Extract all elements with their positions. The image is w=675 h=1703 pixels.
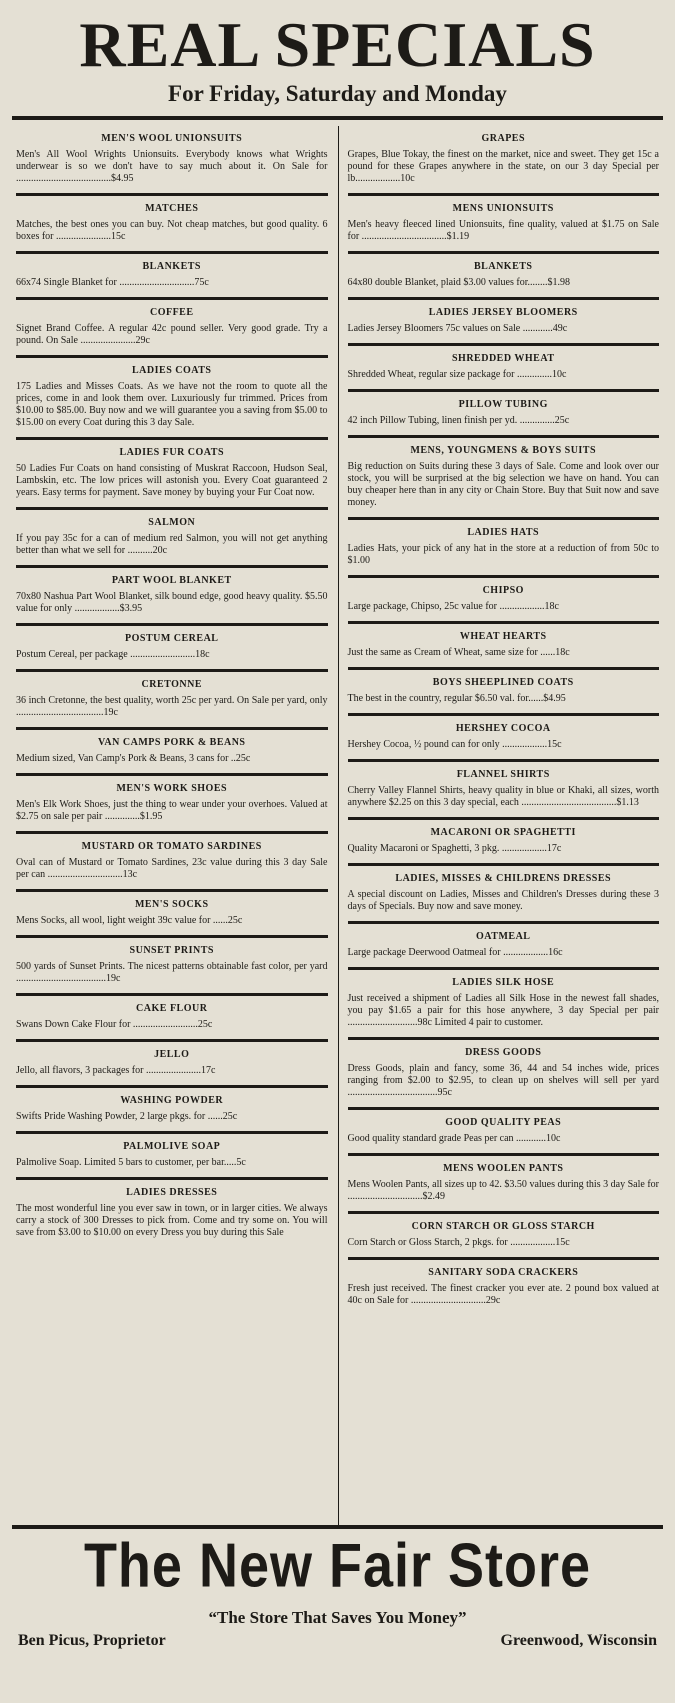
special-item [348,1266,660,1307]
special-item [16,1140,328,1180]
item-description: Medium sized, Van Camp's Pork & Beans, 3 cans for ..25c [16,753,251,764]
item-separator [16,355,328,358]
proprietor-name: Ben Picus, Proprietor [18,1632,166,1649]
footer-row [12,1631,663,1651]
item-description: 70x80 Nashua Part Wool Blanket, silk bound edge, good heavy quality. $5.50 value for only ..................$3.95 [16,591,328,614]
item-separator [348,817,660,820]
item-description: Dress Goods, plain and fancy, some 36, 44 and 54 inches wide, prices ranging from $2.00 to $2.95, to clean up on shelves will sell per yard ....................................95c [347,1063,659,1098]
special-item [16,364,328,440]
item-description: Swifts Pride Washing Powder, 2 large pkgs. for ......25c [16,1111,238,1122]
store-location: Greenwood, Wisconsin [500,1632,657,1649]
right-column [338,126,664,1525]
item-title: PILLOW TUBING [458,399,548,410]
item-description: Palmolive Soap. Limited 5 bars to customer, per bar.....5c [16,1157,246,1168]
special-item [348,260,660,300]
special-item [348,444,660,520]
special-item [16,446,328,510]
item-title: WHEAT HEARTS [459,631,547,642]
left-column [12,126,338,1525]
item-title: MENS WOOLEN PANTS [443,1163,564,1174]
item-title: CAKE FLOUR [136,1003,208,1014]
item-separator [16,507,328,510]
special-item [348,872,660,924]
special-item [16,574,328,626]
bottom-rule [12,1525,663,1529]
special-item [348,398,660,438]
item-title: COFFEE [149,307,194,318]
item-title: SUNSET PRINTS [129,945,214,956]
item-separator [16,889,328,892]
item-separator [16,727,328,730]
item-title: CORN STARCH OR GLOSS STARCH [411,1221,595,1232]
item-separator [348,251,660,254]
special-item [348,1116,660,1156]
special-item [16,1002,328,1042]
special-item [348,930,660,970]
item-description: 64x80 double Blanket, plaid $3.00 values for........$1.98 [347,277,570,288]
special-item [16,1048,328,1088]
item-title: MENS, YOUNGMENS & BOYS SUITS [410,445,597,456]
item-separator [348,517,660,520]
special-item [16,678,328,730]
item-description: Cherry Valley Flannel Shirts, heavy quality in blue or Khaki, all sizes, worth anywhere $2.25 on this 3 day special, each ......................................$1.13 [347,785,659,808]
item-separator [16,993,328,996]
item-title: SHREDDED WHEAT [452,353,555,364]
subheadline: For Friday, Saturday and Monday [168,81,507,106]
item-separator [16,1131,328,1134]
item-separator [348,1153,660,1156]
item-title: DRESS GOODS [465,1047,542,1058]
item-separator [348,575,660,578]
item-description: 42 inch Pillow Tubing, linen finish per yd. ..............25c [347,415,570,426]
item-title: MEN'S WOOL UNIONSUITS [101,133,243,144]
item-title: CRETONNE [141,679,202,690]
item-description: Jello, all flavors, 3 packages for ......................17c [16,1065,216,1076]
item-title: FLANNEL SHIRTS [456,769,550,780]
item-separator [16,623,328,626]
top-rule [12,116,663,120]
item-description: Signet Brand Coffee. A regular 42c pound seller. Very good grade. Try a pound. On Sale ......................29c [16,323,328,346]
item-description: Mens Socks, all wool, light weight 39c value for ......25c [16,915,243,926]
special-item [16,306,328,358]
special-item [348,132,660,196]
item-title: MENS UNIONSUITS [452,203,554,214]
item-description: Grapes, Blue Tokay, the finest on the market, nice and sweet. They get 15c a pound for these Grapes anywhere in the state, on our 3 day Special per lb..................10c [347,149,659,184]
item-separator [348,759,660,762]
special-item [348,202,660,254]
item-title: LADIES JERSEY BLOOMERS [428,307,578,318]
item-title: GRAPES [481,133,526,144]
item-title: SANITARY SODA CRACKERS [428,1267,579,1278]
special-item [348,676,660,716]
item-description: Matches, the best ones you can buy. Not cheap matches, but good quality. 6 boxes for ......................15c [16,219,328,242]
item-description: If you pay 35c for a can of medium red Salmon, you will not get anything better than what we sell for ..........20c [16,533,328,556]
item-title: MATCHES [145,203,199,214]
item-separator [16,565,328,568]
special-item [348,1046,660,1110]
item-title: VAN CAMPS PORK & BEANS [98,737,246,748]
special-item [16,260,328,300]
item-separator [16,193,328,196]
item-description: Good quality standard grade Peas per can ............10c [347,1133,561,1144]
special-item [16,632,328,672]
item-separator [348,1257,660,1260]
item-description: Large package, Chipso, 25c value for ..................18c [347,601,559,612]
item-title: HERSHEY COCOA [455,723,551,734]
item-description: Men's Elk Work Shoes, just the thing to wear under your overhoes. Valued at $2.75 on sale per pair ..............$1.95 [16,799,328,822]
item-description: 500 yards of Sunset Prints. The nicest patterns obtainable fast color, per yard ....................................19c [16,961,328,984]
item-separator [16,1039,328,1042]
item-title: CHIPSO [482,585,524,596]
item-title: BOYS SHEEPLINED COATS [432,677,574,688]
item-separator [348,863,660,866]
item-separator [16,773,328,776]
item-title: LADIES FUR COATS [119,447,224,458]
special-item [348,768,660,820]
item-description: Just received a shipment of Ladies all Silk Hose in the newest fall shades, you pay $1.65 a pair for this hose anywhere, 3 day Special per pair ............................98c Limited 4 pair to customer. [347,993,659,1028]
item-title: PALMOLIVE SOAP [123,1141,221,1152]
store-slogan: “The Store That Saves You Money” [208,1608,467,1627]
item-description: Men's heavy fleeced lined Unionsuits, fine quality, valued at $1.75 on Sale for ..................................$1.19 [347,219,659,242]
item-description: Mens Woolen Pants, all sizes up to 42. $3.50 values during this 3 day Sale for ..............................$2.49 [347,1179,659,1202]
item-separator [348,435,660,438]
item-description: Fresh just received. The finest cracker you ever ate. 2 pound box valued at 40c on Sale for ..............................29c [347,1283,659,1306]
item-description: Large package Deerwood Oatmeal for ..................16c [347,947,563,958]
advertisement-page [0,9,675,1703]
special-item [348,1220,660,1260]
item-description: Ladies Hats, your pick of any hat in the store at a reduction of from 50c to $1.00 [347,543,659,566]
item-separator [348,667,660,670]
item-description: 66x74 Single Blanket for ..............................75c [16,277,209,288]
item-title: BLANKETS [142,261,201,272]
item-title: JELLO [154,1049,190,1060]
headline: REAL SPECIALS [79,9,596,80]
item-title: SALMON [148,517,196,528]
special-item [348,584,660,624]
item-separator [16,831,328,834]
item-title: BLANKETS [474,261,533,272]
item-separator [16,669,328,672]
item-separator [16,935,328,938]
item-separator [348,297,660,300]
item-description: Big reduction on Suits during these 3 days of Sale. Come and look over our stock, you will be surprised at the big selection we have on hand. You can buy cheaper here than in any city or Chain Store. Buy that Suit now and save money. [347,461,659,508]
item-title: LADIES DRESSES [126,1187,218,1198]
item-description: Ladies Jersey Bloomers 75c values on Sale ............49c [347,323,568,334]
item-separator [16,297,328,300]
item-separator [348,1107,660,1110]
column-divider [338,126,339,1525]
item-title: POSTUM CEREAL [125,633,219,644]
item-title: MEN'S SOCKS [134,899,209,910]
item-description: Oval can of Mustard or Tomato Sardines, 23c value during this 3 day Sale per can ..............................13c [16,857,328,880]
special-item [348,306,660,346]
item-title: MUSTARD OR TOMATO SARDINES [81,841,262,852]
item-description: Swans Down Cake Flour for ..........................25c [16,1019,213,1030]
item-separator [348,713,660,716]
item-description: Shredded Wheat, regular size package for ..............10c [347,369,567,380]
item-separator [348,921,660,924]
item-title: OATMEAL [476,931,531,942]
item-description: 50 Ladies Fur Coats on hand consisting of Muskrat Raccoon, Hudson Seal, Lambskin, etc. The low prices will astonish you. Every Coat guaranteed 2 years. Easy terms for payment. Save money by buying your Fur Coat now. [16,463,328,498]
item-title: PART WOOL BLANKET [111,575,232,586]
special-item [348,826,660,866]
item-description: Just the same as Cream of Wheat, same size for ......18c [347,647,570,658]
item-separator [348,193,660,196]
special-item [348,630,660,670]
item-title: MACARONI OR SPAGHETTI [430,827,576,838]
item-separator [348,1037,660,1040]
special-item [348,352,660,392]
item-separator [348,343,660,346]
special-item [16,1094,328,1134]
item-description: 36 inch Cretonne, the best quality, worth 25c per yard. On Sale per yard, only ...................................19c [16,695,328,718]
item-separator [348,1211,660,1214]
item-separator [348,621,660,624]
special-item [16,840,328,892]
specials-columns [12,126,663,1525]
store-name: The New Fair Store [83,1531,592,1601]
item-separator [16,1177,328,1180]
item-description: 175 Ladies and Misses Coats. As we have not the room to quote all the prices, come in and look them over. Luxuriously fur trimmed. Prices from $10.00 to $85.00. Buy now and we will guarantee you a saving from $5.00 to $15.00 on every Coat during this 3 day Sale. [16,381,328,428]
item-title: LADIES SILK HOSE [452,977,555,988]
item-separator [16,437,328,440]
item-description: The most wonderful line you ever saw in town, or in larger cities. We always carry a stock of 300 Dresses to pick from. Come and try some on. You will save from $3.00 to $10.00 on every Dress you buy during this Sale [16,1203,328,1238]
item-separator [16,1085,328,1088]
special-item [16,898,328,938]
special-item [348,722,660,762]
special-item [16,516,328,568]
item-description: A special discount on Ladies, Misses and Children's Dresses during these 3 days of Specials. Buy now and save money. [347,889,659,912]
item-title: LADIES, MISSES & CHILDRENS DRESSES [395,873,612,884]
item-title: LADIES COATS [132,365,212,376]
item-description: Corn Starch or Gloss Starch, 2 pkgs. for ..................15c [347,1237,570,1248]
special-item [348,976,660,1040]
special-item [16,944,328,996]
special-item [16,1186,328,1239]
item-description: Men's All Wool Wrights Unionsuits. Everybody knows what Wrights underwear is so we don't have to say much about it. On Sale for ......................................$4.95 [16,149,328,184]
special-item [16,782,328,834]
item-title: LADIES HATS [467,527,540,538]
item-separator [348,389,660,392]
item-separator [16,251,328,254]
item-description: Hershey Cocoa, ½ pound can for only ..................15c [347,739,562,750]
special-item [348,526,660,578]
item-title: MEN'S WORK SHOES [116,783,228,794]
item-title: GOOD QUALITY PEAS [445,1117,562,1128]
item-description: Quality Macaroni or Spaghetti, 3 pkg. ..................17c [347,843,562,854]
special-item [16,132,328,196]
item-description: The best in the country, regular $6.50 val. for......$4.95 [347,693,566,704]
special-item [16,202,328,254]
item-description: Postum Cereal, per package ..........................18c [16,649,210,660]
item-title: WASHING POWDER [120,1095,224,1106]
special-item [348,1162,660,1214]
item-separator [348,967,660,970]
special-item [16,736,328,776]
